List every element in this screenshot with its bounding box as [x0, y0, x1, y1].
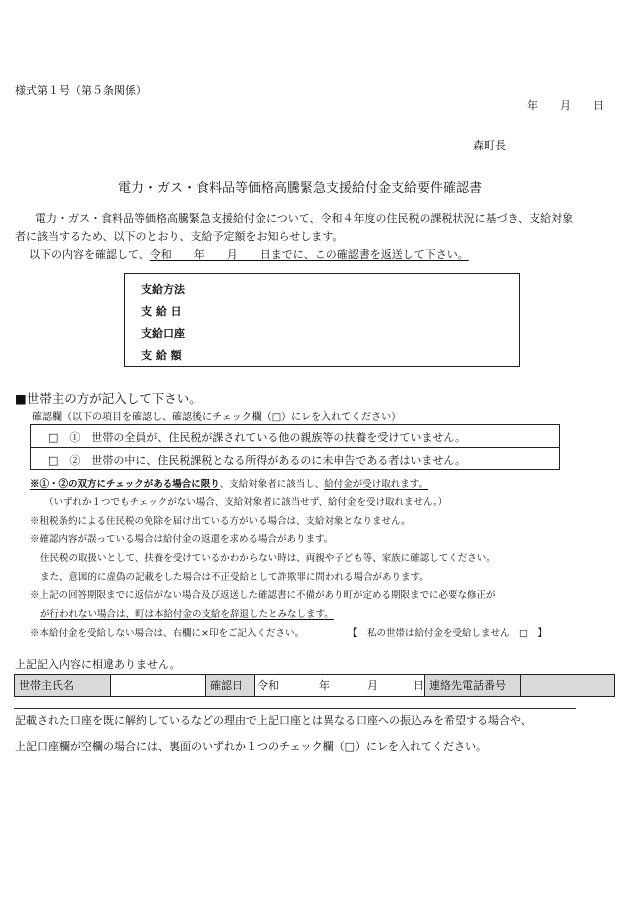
note-5: ※本給付金を受給しない場合は、右欄に×印をご記入ください。: [30, 628, 304, 639]
payment-info-box: [124, 273, 520, 367]
era-label: 令和: [257, 679, 279, 692]
footer-line-2: 上記口座欄が空欄の場合には、裏面のいずれか１つのチェック欄（□）にレを入れてください。: [15, 740, 488, 753]
note-1: [30, 476, 428, 490]
payment-method-label: 支給方法: [141, 283, 185, 296]
note-1-underline: 給付金が受け取れます。: [324, 479, 428, 490]
check-items-box: [30, 424, 560, 470]
confirm-statement: 上記記入内容に相違ありません。: [15, 658, 181, 671]
check-item-1[interactable]: □ ① 世帯の全員が、住民税が課されている他の親族等の扶養を受けていません。: [48, 431, 467, 444]
note-4b: が行われない場合は、町は本給付金の支給を辞退したとみなします。: [40, 609, 334, 620]
separator-line: [14, 708, 576, 709]
intro-line-2: 者に該当するため、以下のとおり、支給予定額をお知らせします。: [15, 230, 344, 243]
note-1-mid: 、支給対象者に該当し、: [219, 479, 325, 490]
mayor-addressee: 森町長: [473, 139, 506, 152]
intro-line-3: [29, 246, 469, 262]
intro-line-3-prefix: 以下の内容を確認して、: [29, 248, 150, 261]
phone-label: 連絡先電話番号: [425, 675, 521, 696]
footer-line-1: 記載された口座を既に解約しているなどの理由で上記口座とは異なる口座への振込みを希望する場合や、: [15, 714, 532, 727]
householder-label: 世帯主氏名: [15, 675, 111, 696]
form-number: 様式第１号（第５条関係）: [15, 84, 147, 97]
note-1b: （いずれか１つでもチェックがない場合、支給対象者に該当せず、給付金を受け取れません。）: [44, 497, 448, 508]
month-label: 月: [367, 679, 378, 692]
payment-date-label: 支 給 日: [141, 305, 182, 318]
payment-amount-label: 支 給 額: [141, 349, 182, 362]
check-item-2[interactable]: □ ② 世帯の中に、住民税課税となる所得があるのに未申告である者はいません。: [48, 454, 467, 467]
document-title: 電力・ガス・食料品等価格高騰緊急支援給付金支給要件確認書: [118, 181, 483, 196]
confirm-date-field[interactable]: [255, 675, 425, 696]
year-label: 年: [319, 679, 330, 692]
day-label: 日: [413, 679, 424, 692]
check-divider: [31, 447, 559, 448]
householder-name-field[interactable]: [111, 675, 206, 696]
date-line: 年 月 日: [527, 99, 604, 112]
confirm-table: [14, 674, 615, 697]
payment-account-label: 支給口座: [141, 327, 185, 340]
note-3c: また、意図的に虚偽の記載をした場合は不正受給として詐欺罪に問われる場合があります。: [40, 572, 429, 583]
note-3: ※確認内容が誤っている場合は給付金の返還を求める場合があります。: [30, 534, 334, 545]
decline-checkbox[interactable]: 【 私の世帯は給付金を受給しません □ 】: [348, 628, 547, 639]
note-1-bold: ※①・②の双方にチェックがある場合に限り: [30, 479, 220, 490]
note-3b: 住民税の取扱いとして、扶養を受けているかわからない時は、両親や子ども等、家族に確認してください。: [40, 553, 496, 564]
note-4: ※上記の回答期限までに返信がない場合及び返送した確認書に不備があり町が定める期限までに必要な修正が: [30, 590, 496, 601]
note-2: ※租税条約による住民税の免除を届け出ている方がいる場合は、支給対象となりません。: [30, 516, 411, 527]
reply-deadline: 令和 年 月 日までに、この確認書を返送して下さい。: [149, 248, 469, 261]
check-instruction: 確認欄（以下の項目を確認し、確認後にチェック欄（□）にレを入れてください）: [32, 412, 402, 423]
intro-line-1: 電力・ガス・食料品等価格高騰緊急支援給付金について、令和４年度の住民税の課税状況に基づき、支給対象: [35, 212, 574, 225]
confirm-date-label: 確認日: [206, 675, 255, 696]
section-heading: ■世帯主の方が記入して下さい。: [15, 391, 202, 406]
phone-field[interactable]: [521, 675, 614, 696]
